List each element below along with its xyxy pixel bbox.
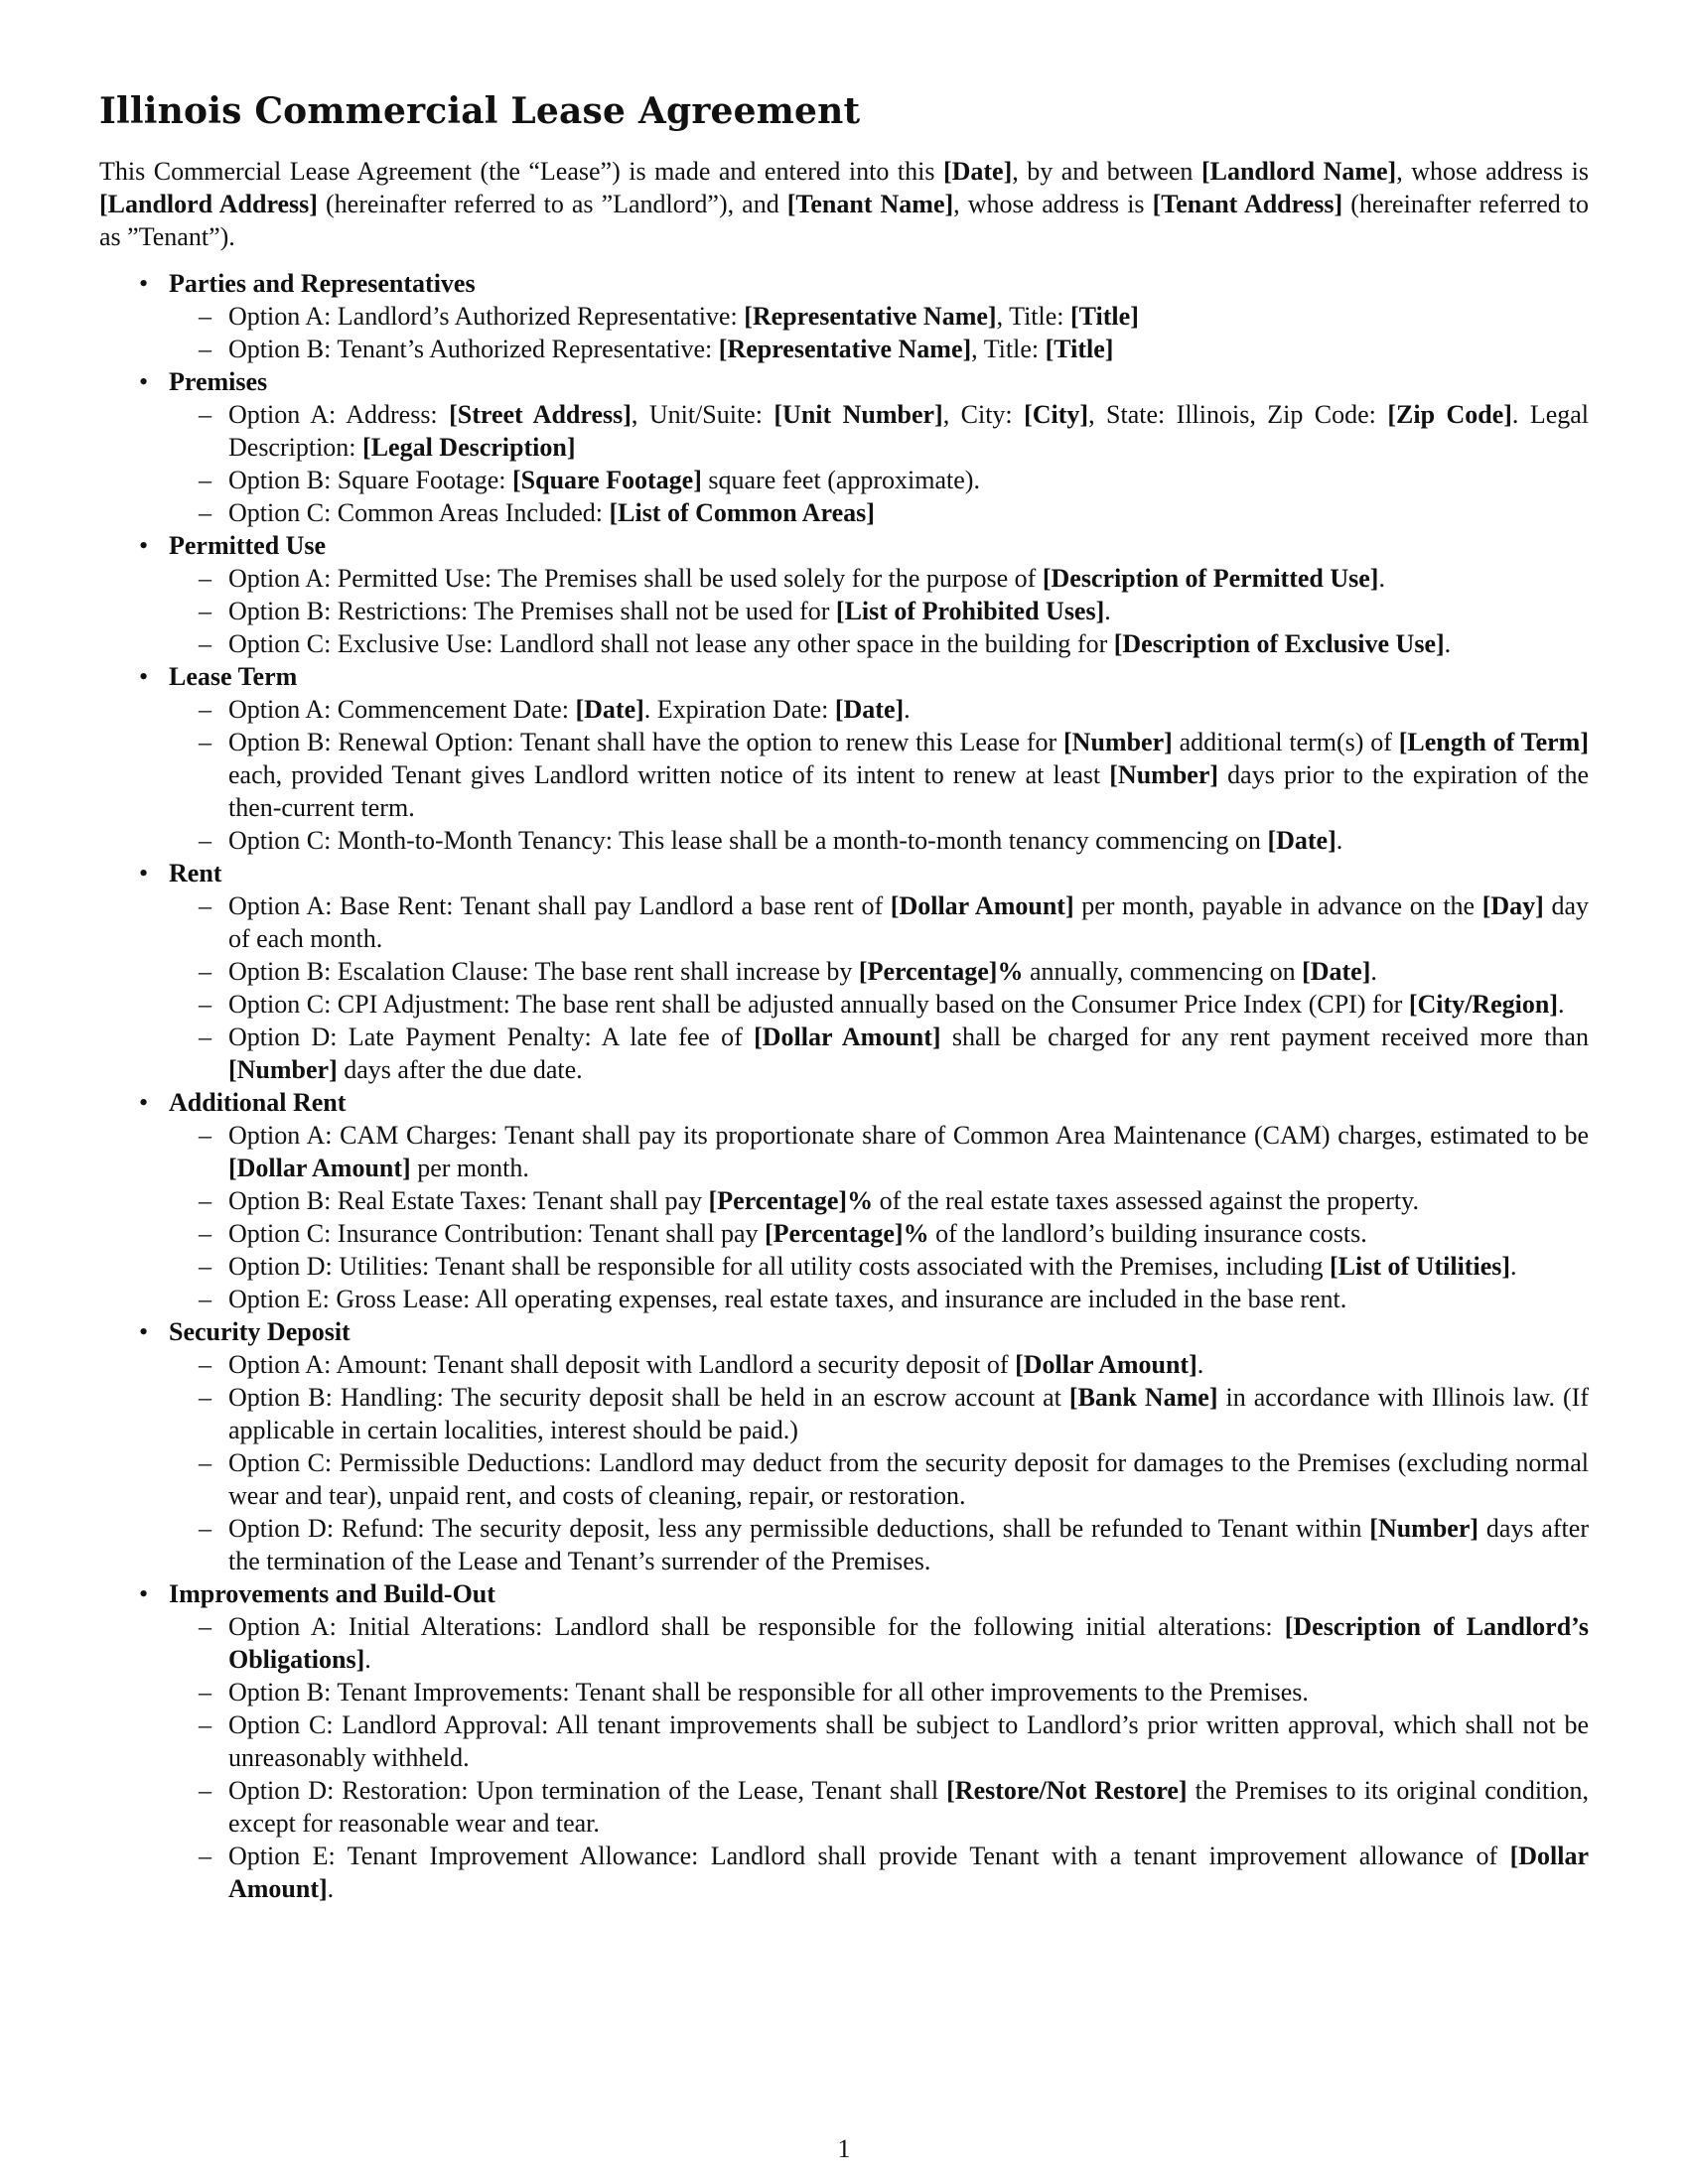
text-run: Option D: Refund: The security deposit, less any permissible deductions, shall be refunded to Tenant within (228, 1514, 1370, 1543)
placeholder-field: [Date] (575, 695, 644, 724)
section-item (99, 529, 1589, 660)
placeholder-field: [Number] (1369, 1514, 1479, 1543)
placeholder-field: [Zip Code] (1387, 400, 1512, 429)
text-run: . (1378, 564, 1385, 593)
text-run: of the real estate taxes assessed against the property. (873, 1186, 1419, 1215)
placeholder-field: [Dollar Amount] (228, 1842, 1589, 1903)
text-run: Option A: Landlord’s Authorized Representative: (228, 302, 745, 331)
placeholder-field: [Number] (1063, 728, 1173, 756)
text-run: (hereinafter referred to as ”Landlord”), and (317, 190, 787, 218)
text-run: Option B: Renewal Option: Tenant shall have the option to renew this Lease for (228, 728, 1064, 756)
option-item (169, 562, 1589, 595)
option-item (169, 464, 1589, 496)
placeholder-field: [Date] (942, 157, 1013, 186)
text-run: Option B: Restrictions: The Premises shall not be used for (228, 597, 836, 625)
text-run: day of each month. (228, 891, 1589, 953)
section-title: • Premises (169, 367, 268, 396)
text-run: Option C: CPI Adjustment: The base rent shall be adjusted annually based on the Consumer Price Index (CPI) for (228, 990, 1409, 1019)
option-item (169, 1021, 1589, 1086)
option-item (169, 398, 1589, 464)
option-list (169, 1119, 1589, 1315)
text-run: . Expiration Date: (643, 695, 835, 724)
placeholder-field: [Length of Term] (1398, 728, 1589, 756)
intro-paragraph (99, 155, 1589, 253)
placeholder-field: [Unit Number] (774, 400, 943, 429)
placeholder-field: [Description of Landlord’s Obligations] (228, 1612, 1589, 1674)
placeholder-field: [Percentage]% (765, 1219, 929, 1248)
section-title: • Parties and Representatives (169, 269, 476, 298)
text-run: Option D: Late Payment Penalty: A late fee of (228, 1023, 755, 1051)
text-run: Option B: Real Estate Taxes: Tenant shall pay (228, 1186, 709, 1215)
section-title: • Security Deposit (169, 1317, 351, 1346)
option-list (169, 398, 1589, 529)
placeholder-field: [City/Region] (1408, 990, 1559, 1019)
placeholder-field: [Date] (834, 695, 905, 724)
placeholder-field: [Landlord Address] (99, 190, 318, 218)
text-run: . (1510, 1252, 1517, 1281)
text-run: . Legal Description: (228, 400, 1590, 462)
placeholder-field: [Title] (1045, 335, 1114, 363)
option-list (169, 693, 1589, 857)
placeholder-field: [Date] (1267, 826, 1336, 855)
text-run: Option A: Address: (228, 400, 450, 429)
section-item (99, 1315, 1589, 1577)
text-run: , City: (942, 400, 1025, 429)
text-run: Option A: Commencement Date: (228, 695, 576, 724)
text-run: . (327, 1874, 335, 1903)
section-title: • Additional Rent (169, 1088, 347, 1117)
option-list (169, 1348, 1589, 1577)
text-run: , Unit/Suite: (631, 400, 774, 429)
text-run: . (1444, 629, 1452, 658)
section-title: • Lease Term (169, 662, 298, 691)
option-item (169, 1512, 1589, 1577)
option-item (169, 1446, 1589, 1512)
text-run: of the landlord’s building insurance costs. (928, 1219, 1367, 1248)
document-page (99, 87, 1589, 1905)
placeholder-field: [Representative Name] (744, 302, 997, 331)
placeholder-field: [Tenant Address] (1152, 190, 1343, 218)
option-list (169, 300, 1589, 365)
option-item (169, 955, 1589, 988)
text-run: , whose address is (953, 190, 1153, 218)
section-title: • Permitted Use (169, 531, 327, 560)
option-item (169, 889, 1589, 955)
placeholder-field: [List of Utilities] (1330, 1252, 1511, 1281)
option-item (169, 1774, 1589, 1840)
placeholder-field: [List of Common Areas] (609, 498, 875, 527)
text-run: . (1558, 990, 1565, 1019)
text-run: Option C: Insurance Contribution: Tenant shall pay (228, 1219, 766, 1248)
text-run: Option C: Common Areas Included: (228, 498, 610, 527)
placeholder-field: [List of Prohibited Uses] (835, 597, 1105, 625)
placeholder-field: [Number] (1109, 760, 1219, 789)
text-run: , whose address is (1396, 157, 1589, 186)
text-run: . (1196, 1350, 1204, 1379)
option-item (169, 595, 1589, 627)
text-run: Option C: Landlord Approval: All tenant improvements shall be subject to Landlord’s prior written approval, which shall not be unreasonably withheld. (228, 1710, 1589, 1772)
text-run: . (1370, 957, 1377, 986)
text-run: each, provided Tenant gives Landlord written notice of its intent to renew at least (228, 760, 1110, 789)
text-run: , Title: (971, 335, 1046, 363)
section-item (99, 365, 1589, 529)
placeholder-field: [Day] (1481, 891, 1544, 920)
text-run: Option B: Escalation Clause: The base rent shall increase by (228, 957, 859, 986)
option-list (169, 562, 1589, 660)
section-item (99, 267, 1589, 365)
option-item (169, 1840, 1589, 1905)
text-run: , State: Illinois, Zip Code: (1088, 400, 1388, 429)
section-item (99, 1086, 1589, 1315)
text-run: annually, commencing on (1023, 957, 1303, 986)
text-run: the Premises to its original condition, except for reasonable wear and tear. (228, 1776, 1589, 1838)
placeholder-field: [Dollar Amount] (1015, 1350, 1197, 1379)
text-run: per month. (410, 1154, 529, 1182)
placeholder-field: [Number] (228, 1055, 338, 1084)
placeholder-field: [Square Footage] (511, 466, 702, 494)
document-title: Illinois Commercial Lease Agreement (99, 90, 861, 132)
option-item (169, 1676, 1589, 1708)
option-item (169, 1217, 1589, 1250)
option-item (169, 693, 1589, 726)
option-item (169, 824, 1589, 857)
text-run: Option A: Permitted Use: The Premises shall be used solely for the purpose of (228, 564, 1043, 593)
placeholder-field: [Date] (1302, 957, 1371, 986)
section-title: • Improvements and Build-Out (169, 1579, 495, 1608)
placeholder-field: [Restore/Not Restore] (946, 1776, 1188, 1805)
text-run: Option A: CAM Charges: Tenant shall pay its proportionate share of Common Area Maintenance (CAM) charges, estimated to be (228, 1121, 1589, 1150)
placeholder-field: [Legal Description] (362, 433, 576, 462)
section-item (99, 857, 1589, 1086)
option-item (169, 726, 1589, 824)
text-run: This Commercial Lease Agreement (the “Lease”) is made and entered into this (99, 157, 943, 186)
option-item (169, 1250, 1589, 1283)
option-list (169, 1610, 1589, 1905)
text-run: Option A: Initial Alterations: Landlord shall be responsible for the following initial alterations: (228, 1612, 1285, 1641)
section-title: • Rent (169, 859, 222, 887)
section-list (99, 267, 1589, 1905)
text-run: days after the due date. (337, 1055, 583, 1084)
text-run: . (904, 695, 911, 724)
text-run: per month, payable in advance on the (1073, 891, 1482, 920)
placeholder-field: [Dollar Amount] (890, 891, 1074, 920)
text-run: days after the termination of the Lease and Tenant’s surrender of the Premises. (228, 1514, 1589, 1575)
text-run: Option B: Tenant Improvements: Tenant shall be responsible for all other improvements to the Premises. (228, 1678, 1309, 1706)
placeholder-field: [Percentage]% (708, 1186, 874, 1215)
placeholder-field: [Bank Name] (1068, 1383, 1218, 1412)
placeholder-field: [City] (1024, 400, 1089, 429)
text-run: shall be charged for any rent payment received more than (940, 1023, 1589, 1051)
text-run: square feet (approximate). (701, 466, 980, 494)
text-run: Option C: Exclusive Use: Landlord shall not lease any other space in the building for (228, 629, 1114, 658)
placeholder-field: [Representative Name] (718, 335, 972, 363)
option-item (169, 1610, 1589, 1676)
text-run: . (1104, 597, 1111, 625)
placeholder-field: [Tenant Name] (786, 190, 954, 218)
section-item (99, 660, 1589, 857)
text-run: additional term(s) of (1172, 728, 1399, 756)
option-item (169, 1119, 1589, 1184)
text-run: Option C: Month-to-Month Tenancy: This lease shall be a month-to-month tenancy commencing on (228, 826, 1268, 855)
text-run: , Title: (996, 302, 1071, 331)
text-run: (hereinafter referred to as ”Tenant”). (99, 190, 1590, 251)
placeholder-field: [Dollar Amount] (228, 1154, 411, 1182)
placeholder-field: [Description of Permitted Use] (1042, 564, 1379, 593)
text-run: Option A: Base Rent: Tenant shall pay Landlord a base rent of (228, 891, 891, 920)
section-item (99, 1577, 1589, 1905)
option-item (169, 333, 1589, 365)
text-run: Option B: Tenant’s Authorized Representative: (228, 335, 719, 363)
option-item (169, 627, 1589, 660)
placeholder-field: [Dollar Amount] (754, 1023, 941, 1051)
text-run: Option D: Utilities: Tenant shall be responsible for all utility costs associated with the Premises, including (228, 1252, 1331, 1281)
option-item (169, 988, 1589, 1021)
text-run: . (364, 1645, 371, 1674)
text-run: Option E: Tenant Improvement Allowance: Landlord shall provide Tenant with a tenant improvement allowance of (228, 1842, 1510, 1870)
option-item (169, 496, 1589, 529)
text-run: Option C: Permissible Deductions: Landlord may deduct from the security deposit for damages to the Premises (excluding normal wear and tear), unpaid rent, and costs of cleaning, repair, or restoration. (228, 1448, 1589, 1510)
option-item (169, 1381, 1589, 1446)
placeholder-field: [Landlord Name] (1200, 157, 1397, 186)
text-run: Option B: Handling: The security deposit shall be held in an escrow account at (228, 1383, 1069, 1412)
option-item (169, 1283, 1589, 1315)
text-run: , by and between (1012, 157, 1201, 186)
option-item (169, 300, 1589, 333)
placeholder-field: [Percentage]% (858, 957, 1024, 986)
text-run: in accordance with Illinois law. (If applicable in certain localities, interest should be paid.) (228, 1383, 1589, 1444)
text-run: days prior to the expiration of the then-current term. (228, 760, 1589, 822)
option-list (169, 889, 1589, 1086)
placeholder-field: [Description of Exclusive Use] (1113, 629, 1445, 658)
text-run: Option E: Gross Lease: All operating expenses, real estate taxes, and insurance are included in the base rent. (228, 1285, 1347, 1313)
option-item (169, 1348, 1589, 1381)
text-run: . (1336, 826, 1343, 855)
placeholder-field: [Title] (1070, 302, 1139, 331)
option-item (169, 1184, 1589, 1217)
text-run: Option A: Amount: Tenant shall deposit with Landlord a security deposit of (228, 1350, 1016, 1379)
option-item (169, 1708, 1589, 1774)
text-run: Option B: Square Footage: (228, 466, 512, 494)
placeholder-field: [Street Address] (449, 400, 632, 429)
text-run: Option D: Restoration: Upon termination of the Lease, Tenant shall (228, 1776, 947, 1805)
page-number: 1 (837, 2134, 851, 2163)
